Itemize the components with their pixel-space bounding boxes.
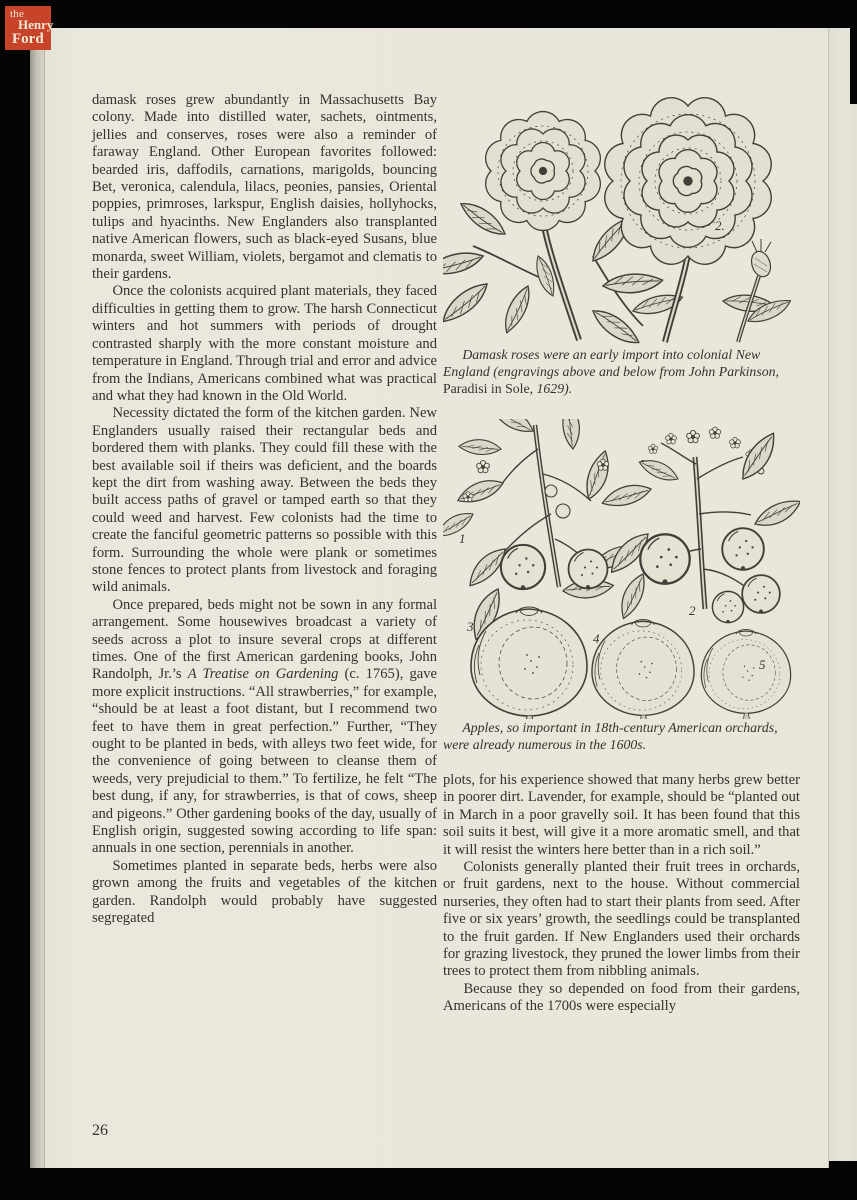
page-number: 26 — [92, 1122, 108, 1139]
henry-ford-logo — [5, 6, 54, 50]
logo-word-ford: Ford — [12, 31, 44, 47]
paragraph: Necessity dictated the form of the kitchen garden. New Englanders usually raised their rectangular beds and bordered them with planks. They could fill these with the best available soil if theirs was deficient, and the boards kept the dirt from washing away. Between the beds they built access paths of gravel or tamped earth so that they could weed and harvest. Few colonists had the time to create the fanciful geometric patterns so possible with this form. Surrounding the whole were plank or sometimes stone fences to protect plants from livestock and foraging wild animals. — [92, 405, 437, 596]
rose-figure-number: 2. — [715, 218, 725, 233]
apple-branch-left — [443, 419, 635, 639]
right-column — [443, 86, 800, 1016]
page-edge-shadow — [30, 28, 45, 1168]
paragraph: damask roses grew abundantly in Massachusetts Bay colony. Made into distilled water, sachets, ointments, jellies and conserves, roses were also a reminder of faraway England. Other European favorites followed: bearded iris, daffodils, carnations, marigolds, bouncing Bet, veronica, calendula, lilacs, peonies, pansies, Oriental poppies, primroses, larkspur, English daisies, hollyhocks, tulips and hyacinths. New Englanders also transplanted native American flowers, such as black-eyed Susans, blue monarda, sweet William, violets, bergamot and clematis to their gardens. — [92, 92, 437, 283]
logo-word-henry: Henry — [18, 17, 54, 32]
apple-figure-number-2: 2 — [689, 602, 696, 618]
paragraph — [92, 597, 437, 858]
small-rose-bloom — [486, 112, 601, 231]
left-text-column — [92, 92, 437, 928]
apple-branch-right — [602, 427, 800, 623]
book-title: A Treatise on Gardening — [187, 666, 339, 683]
apple-caption: Apples, so important in 18th-century American orchards, were already numerous in the 1600s. — [443, 719, 778, 752]
paragraph: Colonists generally planted their fruit trees in orchards, or fruit gardens, next to the house. Without commercial nurseries, they often had to start their plants from seed. After five or six years’ growth, the seedlings could be transplanted to the fruit garden. If New Englanders used their orchards for grazing livestock, they pruned the lower limbs from their trees to protect them from nibbling animals. — [443, 859, 800, 980]
magazine-page — [30, 28, 857, 1168]
apple-figure-number-4: 4 — [593, 630, 600, 646]
apple-engraving-svg — [443, 419, 800, 719]
rose-bud — [748, 239, 773, 279]
logo-word-the: the — [10, 8, 25, 20]
right-text-column — [443, 772, 800, 1016]
apple-figure-number-5: 5 — [759, 656, 766, 672]
paragraph: plots, for his experience showed that many herbs grew better in poorer dirt. Lavender, for example, should be “planted out in March in a poor gravelly soil. It has been found that this soil suits it best, will give it a more aromatic smell, and that it will resist the winters here better than in a rich soil.” — [443, 772, 800, 858]
paragraph: Once the colonists acquired plant materials, they faced difficulties in getting them to grow. The harsh Connecticut winters and hot summers with periods of drought contrasted sharply with the more constant moisture and temperature in England. Through trial and error and advice from the Indians, Americans combined what was practical and what they had known in the Old World. — [92, 283, 437, 404]
paragraph: Sometimes planted in separate beds, herbs were also grown among the fruits and vegetables of the kitchen garden. Randolph would probably have suggested segregated — [92, 857, 437, 927]
facing-page-edge — [829, 28, 857, 1168]
apple-figure-number-1: 1 — [459, 530, 466, 546]
large-apples-row — [471, 607, 791, 719]
caption-text: 1629). — [533, 381, 573, 397]
caption-text: Damask roses were an early import into colonial New England (engravings above and below from John Parkinson, — [443, 347, 779, 380]
rose-caption — [443, 346, 800, 398]
scan-border-bottom-right — [829, 1161, 857, 1168]
damask-rose-engraving — [443, 86, 800, 346]
rose-engraving-svg — [443, 86, 800, 346]
apple-engraving — [443, 419, 800, 719]
apple-figure-number-3: 3 — [467, 618, 474, 634]
large-rose-bloom — [605, 98, 771, 264]
paragraph: Because they so depended on food from their gardens, Americans of the 1700s were especially — [443, 980, 800, 1015]
paragraph-text: Once prepared, beds might not be sown in any formal arrangement. Some housewives broadcast a variety of seeds across a plot to insure several crops at different times. One of the first American gardening books, John Randolph, Jr.’s — [92, 596, 437, 683]
paragraph-text: (c. 1765), gave more explicit instructions. “All strawberries,” for example, “should be at least a foot distant, but I recommend two feet to have them in great perfection.” Further, “They ought to be planted in beds, with alleys two feet wide, for the convenience of going between to cleanse them of weeds, very prejudicial to them.” To fertilize, he felt “The best dung, if any, for strawberries, is that of cows, sheep and pigeons.” Other gardening books of the day, usually of English origin, suggested sowing according to life span: annuals in one section, perennials in another. — [92, 666, 437, 857]
scan-border-top-right — [850, 28, 857, 104]
caption-book-title: Paradisi in Sole, — [443, 381, 534, 397]
